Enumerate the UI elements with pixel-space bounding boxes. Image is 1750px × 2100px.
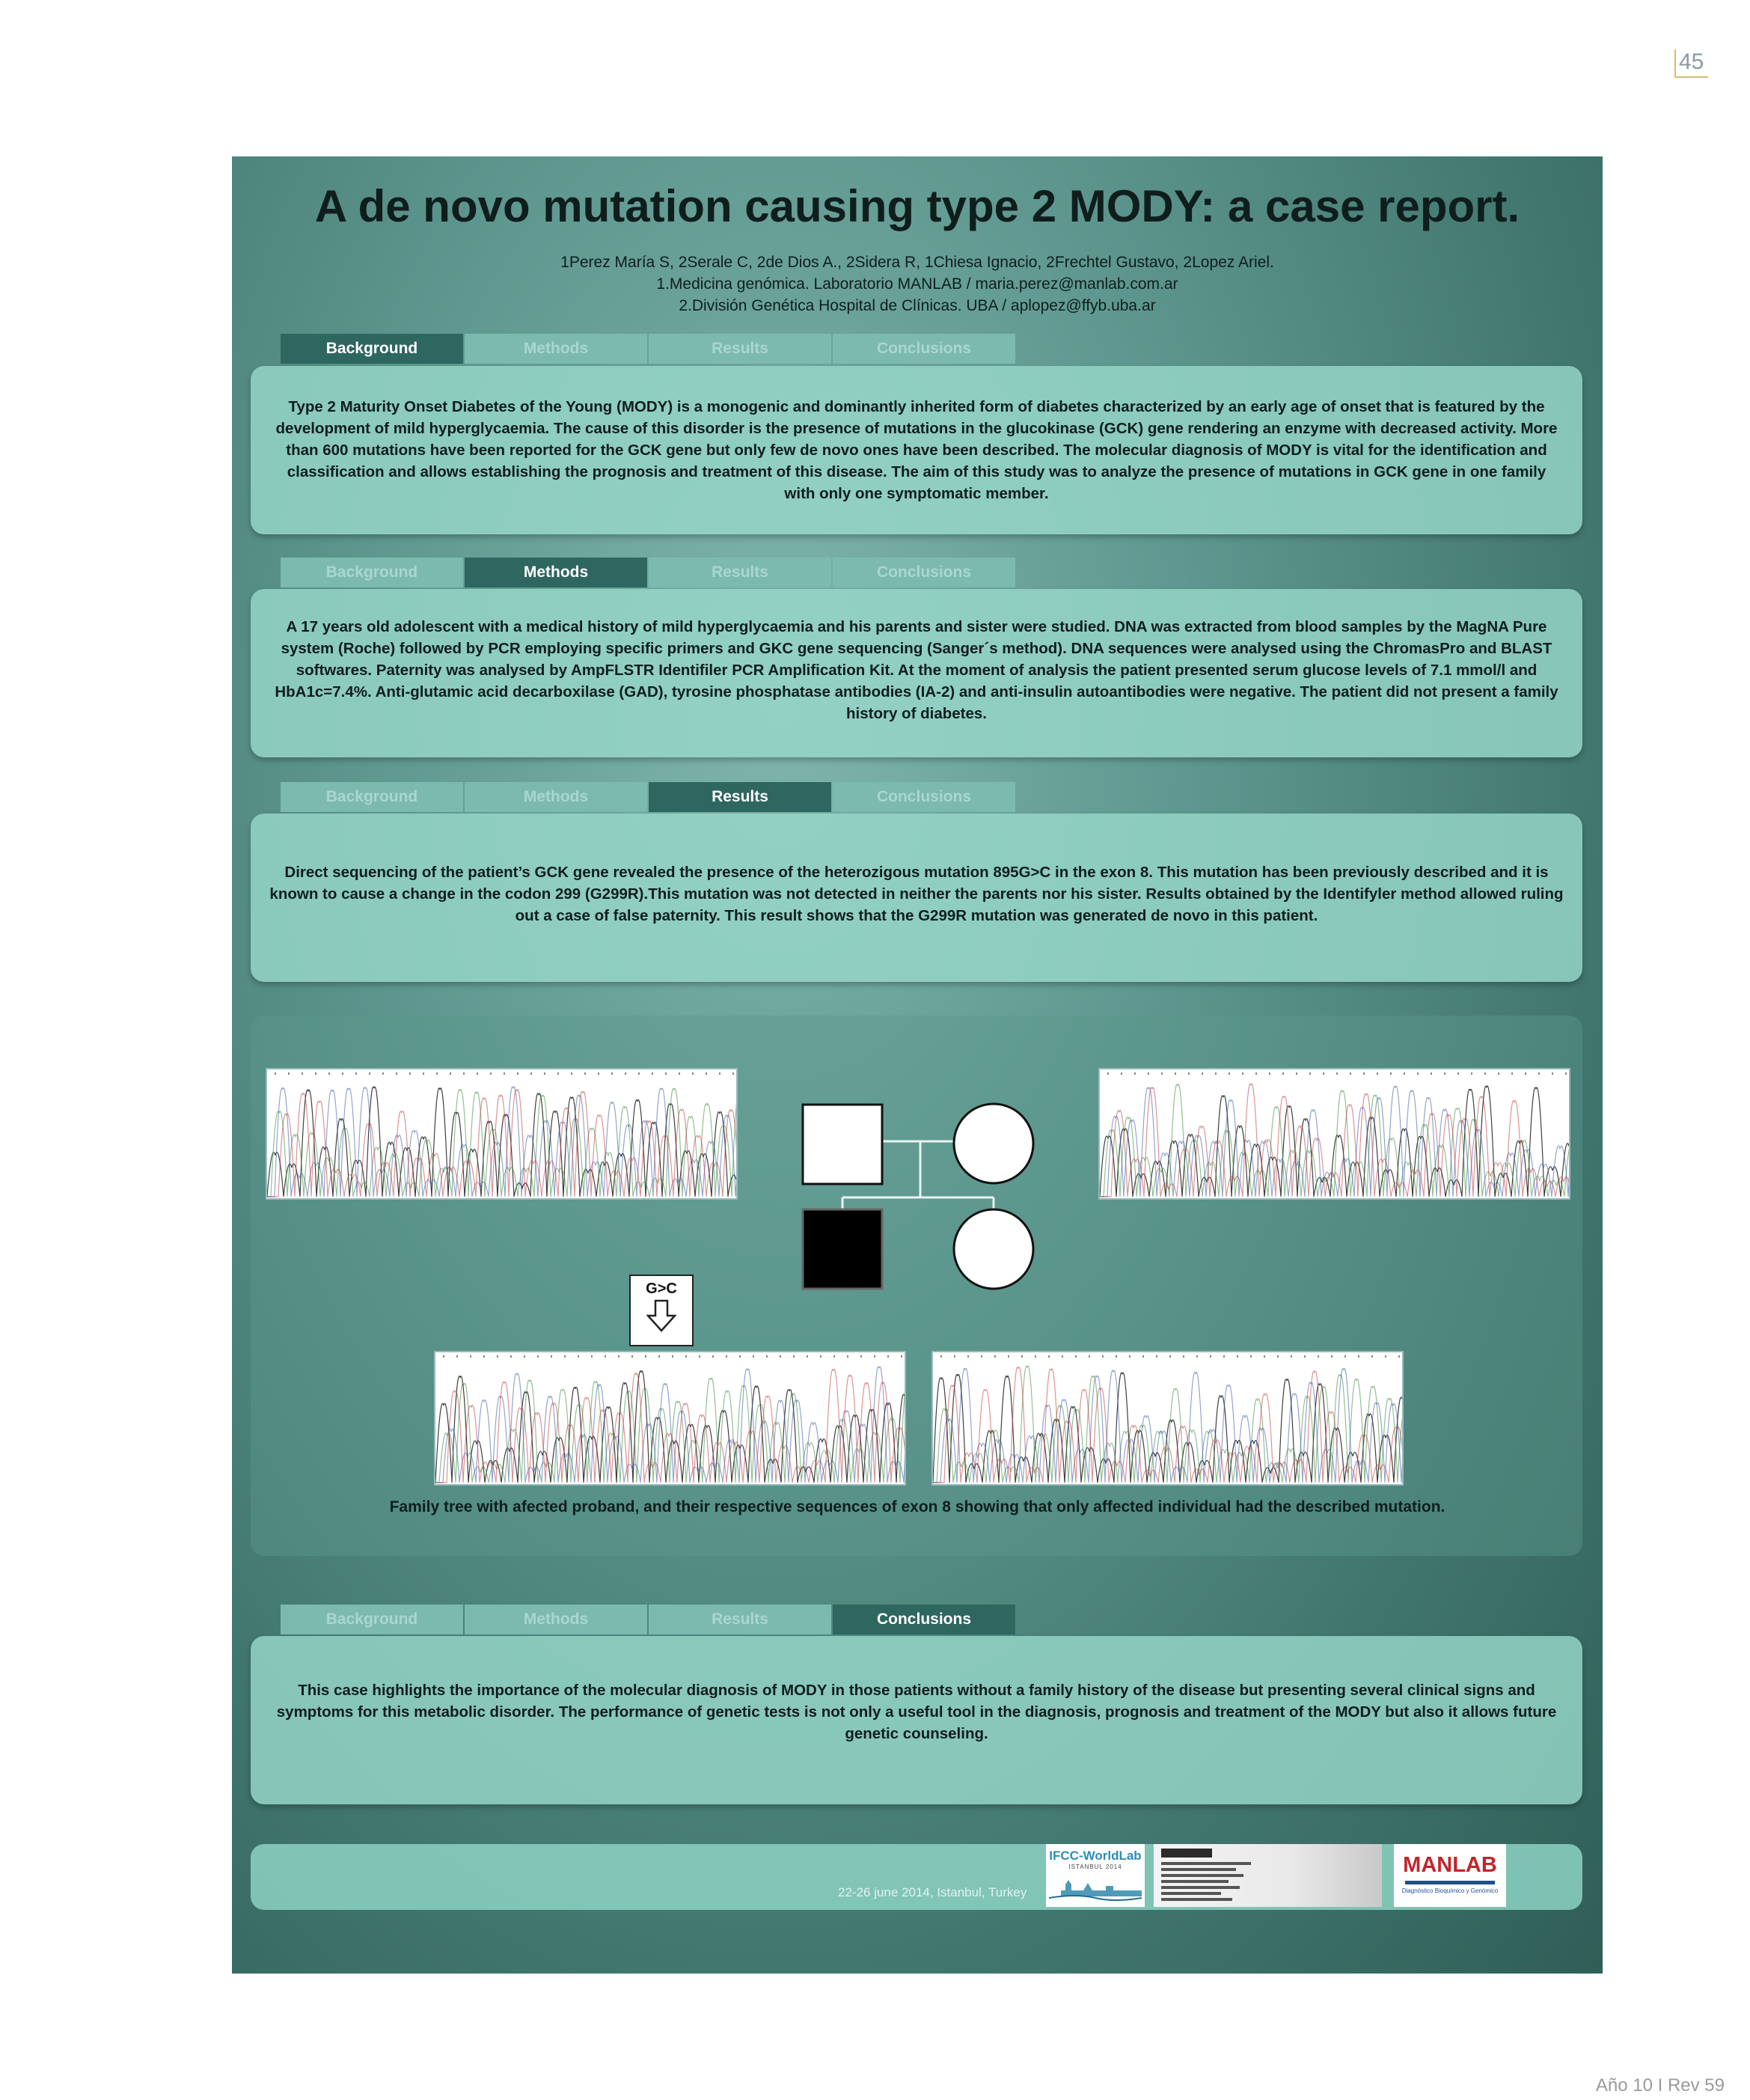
affiliation-2: 2.División Genética Hospital de Clínicas. UBA / aplopez@ffyb.uba.ar bbox=[679, 297, 1156, 314]
tab-results[interactable]: Results bbox=[649, 334, 831, 364]
tab-conclusions[interactable]: Conclusions bbox=[833, 558, 1015, 587]
manlab-logo-subtext: Diagnóstico Bioquímico y Genómico bbox=[1401, 1887, 1499, 1894]
ifcc-logo-subtext: ISTANBUL 2014 bbox=[1068, 1864, 1122, 1870]
conclusions-text: This case highlights the importance of the molecular diagnosis of MODY in those patients without a family history of the disease but presenting several clinical signs and symptoms for this metabolic disorder. The performance of genetic tests is not only a useful tool in the diagnosis, prognosis and treatment of the MODY but also it allows future genetic counseling. bbox=[276, 1682, 1557, 1742]
tab-background[interactable]: Background bbox=[281, 782, 463, 812]
tab-background[interactable]: Background bbox=[281, 334, 463, 364]
chromatogram-peaks bbox=[1100, 1084, 1569, 1197]
tab-methods[interactable]: Methods bbox=[465, 1605, 647, 1634]
chromatogram-father bbox=[266, 1068, 738, 1200]
results-text: Direct sequencing of the patient’s GCK gene revealed the presence of the heterozigous mutation 895G>C in the exon 8. This mutation has been previously described and it is known to cause a change in the codon 299 (G299R).This mutation was not detected in neither the parents nor his sister. Results obtained by the Identifyler method allowed ruling out a case of false paternity. This result shows that the G299R mutation was generated de novo in this patient. bbox=[269, 864, 1564, 924]
section-tabs-methods bbox=[281, 558, 1017, 587]
tab-methods[interactable]: Methods bbox=[465, 782, 647, 812]
institution-logo-graphic bbox=[1154, 1844, 1382, 1907]
chromatogram-proband-trace bbox=[435, 1352, 905, 1484]
down-arrow-icon bbox=[646, 1299, 676, 1334]
ifcc-logo-text: IFCC-WorldLab bbox=[1049, 1849, 1142, 1863]
conference-date: 22-26 june 2014, Istanbul, Turkey bbox=[838, 1885, 1027, 1899]
page-footer-issue: Año 10 I Rev 59 bbox=[1595, 2075, 1725, 2096]
pedigree-chart bbox=[801, 1102, 1130, 1334]
chromatogram-sister-trace bbox=[933, 1352, 1402, 1484]
authors-line: 1Perez María S, 2Serale C, 2de Dios A., 2Sidera R, 1Chiesa Ignacio, 2Frechtel Gustavo, 2Lopez Ariel. bbox=[560, 254, 1274, 271]
section-tabs-results bbox=[281, 782, 1017, 812]
poster-title: A de novo mutation causing type 2 MODY: a case report. bbox=[314, 181, 1520, 231]
affiliation-1: 1.Medicina genómica. Laboratorio MANLAB / maria.perez@manlab.com.ar bbox=[656, 275, 1178, 293]
poster bbox=[232, 156, 1603, 1974]
chromatogram-mother-trace bbox=[1100, 1069, 1569, 1198]
methods-text: A 17 years old adolescent with a medical history of mild hyperglycaemia and his parents and sister were studied. DNA was extracted from blood samples by the MagNA Pure system (Roche) followed by PCR employing specific primers and GKC gene sequencing (Sanger´s method). DNA sequences were analysed using the ChromasPro and BLAST softwares. Paternity was analysed by AmpFLSTR Identifiler PCR Amplification Kit. At the moment of analysis the patient presented serum glucose levels of 7.1 mmol/l and HbA1c=7.4%. Anti-glutamic acid decarboxilase (GAD), tyrosine phosphatase antibodies (IA-2) and anti-insulin autoantibodies were negative. The patient did not present a family history of diabetes. bbox=[275, 618, 1558, 722]
chromatogram-father-trace bbox=[267, 1069, 736, 1198]
manlab-logo-bar bbox=[1394, 1880, 1506, 1886]
manlab-logo-text: MANLAB bbox=[1403, 1853, 1497, 1877]
mutation-label: G>C bbox=[646, 1281, 677, 1297]
mutation-label-box bbox=[629, 1275, 694, 1346]
background-panel bbox=[251, 366, 1582, 534]
istanbul-skyline-icon bbox=[1046, 1874, 1145, 1904]
tab-results[interactable]: Results bbox=[649, 782, 831, 812]
chromatogram-sister bbox=[931, 1351, 1404, 1486]
author-block bbox=[232, 251, 1603, 317]
chromatogram-peaks bbox=[267, 1088, 736, 1197]
institution-logo bbox=[1154, 1844, 1382, 1907]
conclusions-panel bbox=[251, 1636, 1582, 1804]
chromatogram-proband bbox=[434, 1351, 906, 1486]
results-panel bbox=[251, 814, 1582, 982]
figure-caption: Family tree with afected proband, and their respective sequences of exon 8 showing that only affected individual had the described mutation. bbox=[389, 1498, 1445, 1516]
pedigree-mother-circle bbox=[954, 1104, 1033, 1183]
tab-conclusions[interactable]: Conclusions bbox=[833, 334, 1015, 364]
tab-conclusions[interactable]: Conclusions bbox=[833, 782, 1015, 812]
tab-methods[interactable]: Methods bbox=[465, 334, 647, 364]
ifcc-worldlab-logo bbox=[1046, 1844, 1145, 1907]
background-text: Type 2 Maturity Onset Diabetes of the Young (MODY) is a monogenic and dominantly inherited form of diabetes characterized by an early age of onset that is featured by the development of mild hyperglycaemia. The cause of this disorder is the presence of mutations in the glucokinase (GCK) gene rendering an enzyme with decreased activity. More than 600 mutations have been reported for the GCK gene but only few de novo ones have been described. The molecular diagnosis of MODY is vital for the identification and classification and allows establishing the prognosis and treatment of this disease. The aim of this study was to analyze the presence of mutations in GCK gene in one family with only one symptomatic member. bbox=[275, 398, 1558, 502]
methods-panel bbox=[251, 589, 1582, 757]
section-tabs-background bbox=[281, 334, 1017, 364]
chromatogram-mother bbox=[1098, 1068, 1570, 1200]
pedigree-father-square bbox=[803, 1105, 882, 1184]
pedigree-proband-square bbox=[803, 1209, 882, 1289]
page-number: 45 bbox=[1674, 49, 1708, 78]
tab-methods[interactable]: Methods bbox=[465, 558, 647, 587]
tab-conclusions[interactable]: Conclusions bbox=[833, 1605, 1015, 1634]
manlab-logo bbox=[1394, 1844, 1506, 1907]
tab-results[interactable]: Results bbox=[649, 558, 831, 587]
chromatogram-peaks bbox=[933, 1366, 1402, 1483]
tab-background[interactable]: Background bbox=[281, 558, 463, 587]
tab-background[interactable]: Background bbox=[281, 1605, 463, 1634]
section-tabs-conclusions bbox=[281, 1605, 1017, 1634]
pedigree-sister-circle bbox=[954, 1209, 1033, 1289]
tab-results[interactable]: Results bbox=[649, 1605, 831, 1634]
